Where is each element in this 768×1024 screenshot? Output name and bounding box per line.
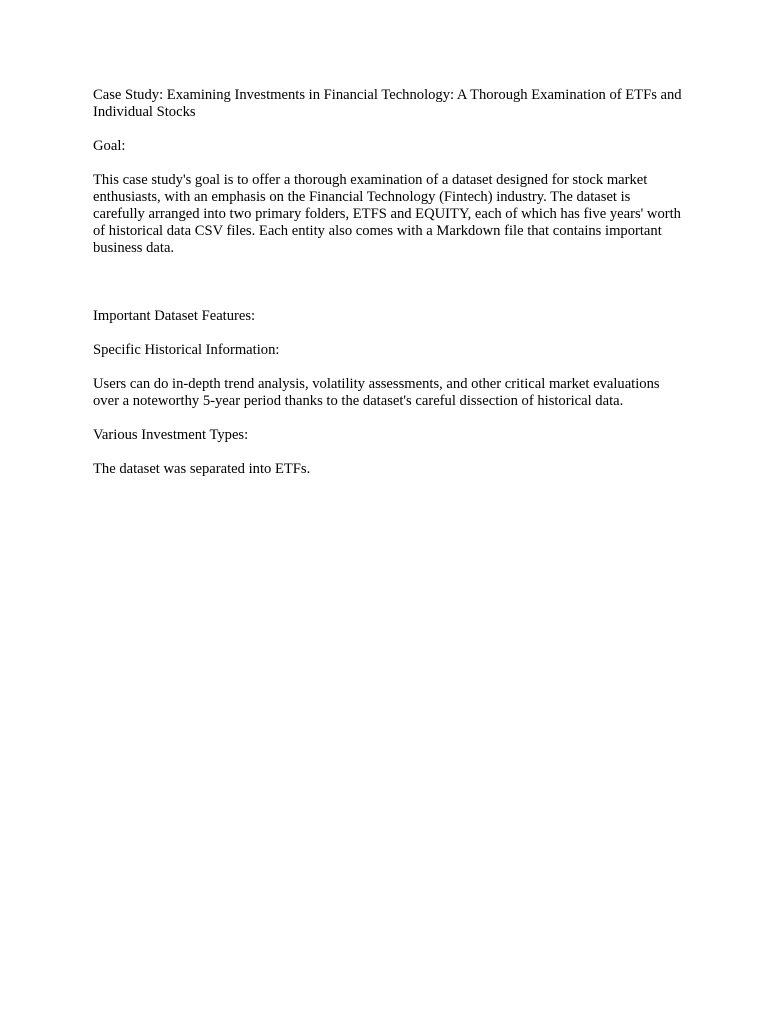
goal-paragraph: This case study's goal is to offer a thorough examination of a dataset designed for stock market enthusiasts, with an emphasis on the Financial Technology (Fintech) industry. The dataset is carefully arranged into two primary folders, ETFS and EQUITY, each of which has five years' worth of historical data CSV files. Each entity also comes with a Markdown file that contains important business data.: [93, 172, 681, 256]
document-title: Case Study: Examining Investments in Financial Technology: A Thorough Examination of ETFs and Individual Stocks: [93, 87, 682, 120]
features-heading: Important Dataset Features:: [93, 308, 256, 324]
historical-info-label: Specific Historical Information:: [93, 342, 280, 358]
document-page: [93, 87, 683, 478]
investment-types-label: Various Investment Types:: [93, 427, 249, 443]
investment-types-paragraph: The dataset was separated into ETFs.: [93, 461, 311, 477]
historical-info-paragraph: Users can do in-depth trend analysis, volatility assessments, and other critical market evaluations over a noteworthy 5-year period thanks to the dataset's careful dissection of historical data.: [93, 376, 660, 409]
goal-label: Goal:: [93, 138, 126, 154]
